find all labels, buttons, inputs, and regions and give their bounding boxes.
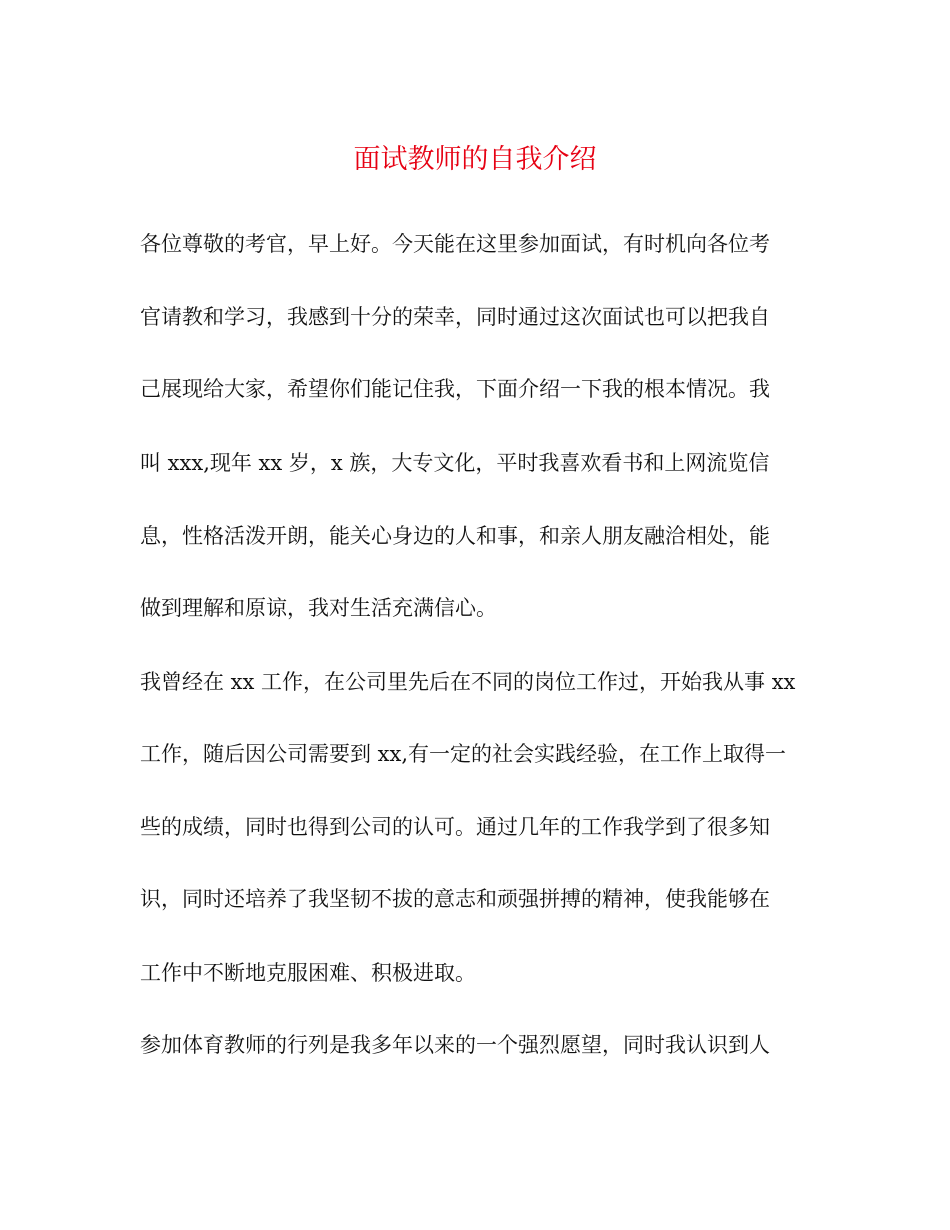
paragraph-line: 些的成绩，同时也得到公司的认可。通过几年的工作我学到了很多知: [140, 815, 770, 839]
paragraph-line: 我曾经在 xx 工作，在公司里先后在不同的岗位工作过，开始我从事 xx: [140, 670, 796, 694]
paragraph-line: 工作，随后因公司需要到 xx,有一定的社会实践经验，在工作上取得一: [140, 742, 787, 766]
paragraph-line: 做到理解和原谅，我对生活充满信心。: [140, 596, 497, 620]
paragraph-line: 叫 xxx,现年 xx 岁，x 族，大专文化，平时我喜欢看书和上网流览信: [140, 451, 770, 475]
paragraph-line: 己展现给大家，希望你们能记住我，下面介绍一下我的根本情况。我: [140, 377, 770, 401]
paragraph-line: 工作中不断地克服困难、积极进取。: [140, 961, 476, 985]
paragraph-line: 各位尊敬的考官，早上好。今天能在这里参加面试，有时机向各位考: [140, 232, 770, 256]
paragraph-line: 识，同时还培养了我坚韧不拔的意志和顽强拼搏的精神，使我能够在: [140, 887, 770, 911]
paragraph-line: 参加体育教师的行列是我多年以来的一个强烈愿望，同时我认识到人: [140, 1033, 770, 1057]
paragraph-line: 息，性格活泼开朗，能关心身边的人和事，和亲人朋友融洽相处，能: [140, 524, 770, 548]
paragraph-line: 官请教和学习，我感到十分的荣幸，同时通过这次面试也可以把我自: [140, 305, 770, 329]
document-title: 面试教师的自我介绍: [353, 144, 597, 175]
